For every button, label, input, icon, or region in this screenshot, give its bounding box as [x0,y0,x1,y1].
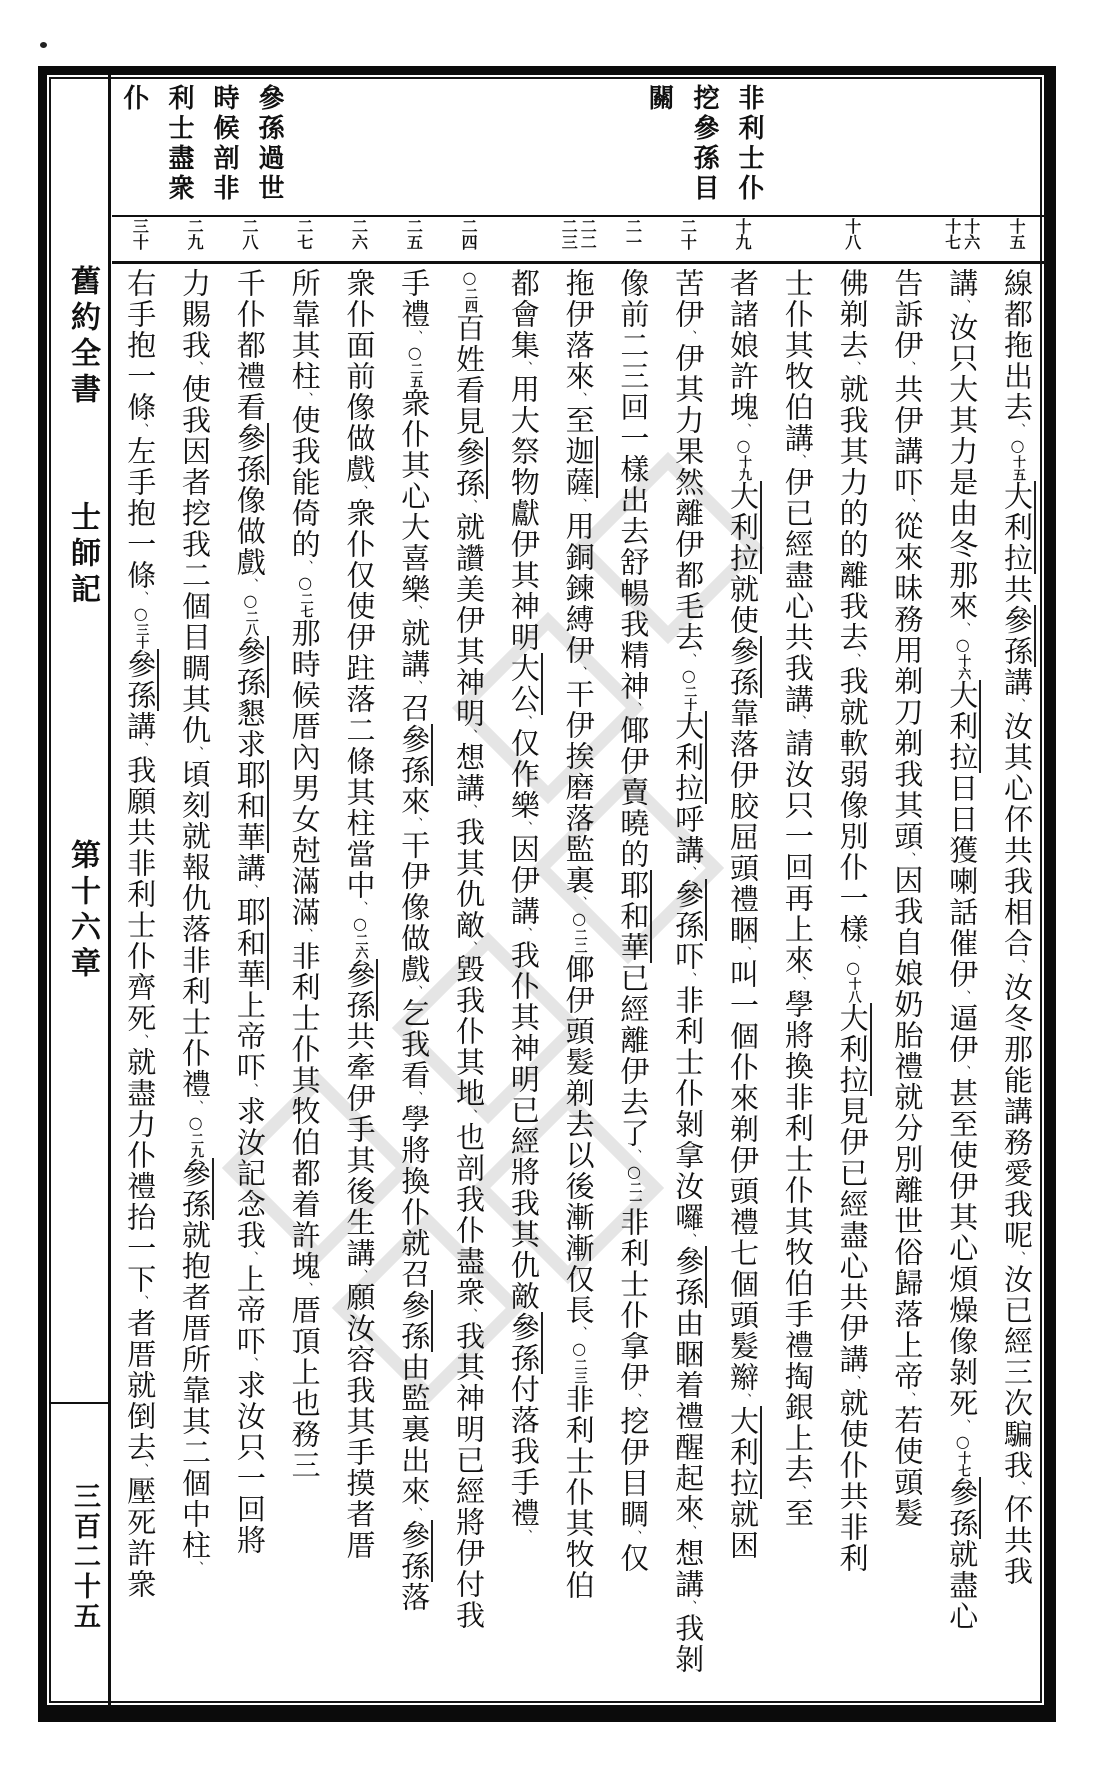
punctuation: 、 [242,1251,258,1264]
verse-strip-cell [934,218,989,260]
verse-strip-cell [825,218,880,260]
punctuation: 、 [188,746,204,759]
verse-number: 二六 [349,218,369,250]
verse-marker: ○十八 [843,958,863,1003]
verse-number-strip [112,218,1044,260]
margin-note-column: 非利士仆 [734,84,764,204]
punctuation: 、 [571,666,587,679]
proper-name: 大利拉 [726,481,761,574]
verse-strip-cell [715,218,770,260]
verse-number: 二九 [185,218,205,250]
punctuation: 、 [736,946,752,959]
verse-marker: ○二五 [405,343,425,388]
punctuation: 、 [1010,698,1025,711]
punctuation: 、 [242,884,258,897]
punctuation: 、 [407,1507,423,1520]
verse-marker: ○二七 [295,573,315,618]
punctuation: 、 [955,1065,971,1078]
proper-name: 參孫 [123,649,158,711]
margin-note-column: 參孫過世 [254,84,284,204]
text-column: 者諸娘許塊、○十九大利拉就使參孫靠落伊胶屈頭禮睏、叫一個仆來剃伊頭禮七個頭髮辮、大利拉就困 [726,268,761,1561]
verse-marker: ○二一 [624,1162,644,1207]
proper-name: 參孫 [342,959,377,1021]
proper-name: 參孫 [1000,605,1034,667]
punctuation: 、 [790,715,806,728]
proper-name: 參孫 [671,879,706,941]
verse-number: 二八 [239,218,259,250]
punctuation: 、 [900,1392,916,1405]
punctuation: 、 [516,361,532,374]
verse-strip-cell [496,218,551,260]
spine-rule [49,1402,108,1404]
spine-book-title: 舊約全書 [65,265,100,409]
punctuation: 、 [845,1375,861,1388]
verse-number: 十七 [942,218,962,250]
punctuation: 、 [188,1100,204,1113]
proper-name: 大公 [506,653,541,715]
margin-note-column: 時候剖非 [209,84,239,204]
verse-strip-cell [989,218,1044,260]
punctuation: 、 [571,392,587,405]
punctuation: 、 [736,1393,752,1406]
punctuation: 、 [242,578,258,591]
punctuation: 、 [352,485,368,498]
verse-strip-cell [770,218,825,260]
punctuation: 、 [407,605,423,618]
text-column: ○二四百姓看見參孫、就讚美伊其神明、想講、我其仇敵、毀我仆其地、也剖我仆盡衆、我其神明已經將伊付我 [452,268,487,1631]
proper-name: 參孫 [506,1312,541,1374]
punctuation: 、 [900,852,916,865]
punctuation: 、 [571,896,587,909]
punctuation: 、 [242,1083,258,1096]
punctuation: 、 [571,498,587,511]
punctuation: 、 [1010,1251,1025,1264]
punctuation: 、 [681,653,697,666]
punctuation: 、 [133,423,149,436]
punctuation: 、 [955,990,971,1003]
punctuation: 、 [516,1529,532,1542]
proper-name: 參孫 [671,1246,706,1308]
verse-marker: ○二八 [240,591,260,636]
punctuation: 、 [133,742,149,755]
margin-note-column: 挖參孫目 [689,84,719,204]
punctuation: 、 [516,927,532,940]
punctuation: 、 [516,715,532,728]
punctuation: 、 [188,361,204,374]
margin-note-column: 關 [644,84,674,114]
punctuation: 、 [1010,423,1025,436]
text-column: 千仆都禮看參孫像做戲、○二八參孫懇求耶和華講、耶和華上帝吓、求汝記念我、上帝吓、求汝只一回將 [232,268,267,1556]
punctuation: 、 [845,653,861,666]
strip-top-rule [112,215,1046,217]
text-column: 右手抱一條、左手抱一條、○三十參孫講、我願共非利士仆齊死、就盡力仆禮抬一下、者厝就倒去、壓死許衆 [123,268,158,1600]
proper-name: 參孫 [232,636,267,698]
verse-strip-cell [167,218,222,260]
proper-name: 大利拉 [671,711,706,804]
punctuation: 、 [462,499,478,512]
punctuation: 、 [790,454,806,467]
punctuation: 、 [900,361,916,374]
verse-strip-cell [112,218,167,260]
punctuation: 、 [297,392,313,405]
punctuation: 、 [626,1530,642,1543]
margin-note-column: 利士盡衆 [164,84,194,204]
punctuation: 、 [462,804,478,817]
punctuation: 、 [955,1419,971,1432]
margin-note-column: 仆 [119,84,149,114]
text-column: 告訴伊、共伊講吓、從來昧務用剃刀剃我其頭、因我自娘奶胎禮就分別離世俗歸落上帝、若使頭髮 [890,268,925,1529]
punctuation: 、 [845,361,861,374]
punctuation: 、 [407,680,423,693]
text-column: 像前二三回一樣出去舒暢我精神、倻伊賣曉的耶和華已經離伊去了、○二一非利士仆拿伊、挖伊目睭、仅 [616,268,651,1574]
punctuation: 、 [516,821,532,834]
punctuation: 、 [790,976,806,989]
proper-name: 大利拉 [945,680,980,773]
text-column: 講、汝只大其力是由冬那來、○十六大利拉日日獲喇話催伊、逼伊、甚至使伊其心煩燥像剝死、○十七參孫就盡心 [945,268,980,1632]
verse-marker: ○二二 [569,909,589,954]
punctuation: 、 [681,1600,697,1613]
text-column: 士仆其牧伯講、伊已經盡心共我講、請汝只一回再上來、學將換非利士仆其牧伯手禮掏銀上去、至 [780,268,815,1529]
punctuation: 、 [900,498,916,511]
punctuation: 、 [133,1463,149,1476]
punctuation: 、 [188,1561,204,1574]
verse-number: 三十 [130,218,150,250]
punctuation: 、 [681,1525,697,1538]
punctuation: 、 [626,1393,642,1406]
punctuation: 、 [790,1485,806,1498]
spine-section-title: 士師記 [65,501,100,609]
verse-marker: ○十五 [1008,436,1027,481]
proper-name: 參孫 [945,1477,980,1539]
text-column: 拖伊落來、至迦薩、用銅鍊縛伊、干伊挨磨落監裏、○二二倻伊頭髮剃去以後漸漸仅長、○二三非利士仆其牧伯 [561,268,596,1601]
verse-strip-cell [277,218,332,260]
punctuation: 、 [462,1109,478,1122]
verse-marker: ○二三 [569,1339,589,1384]
text-column: 線都拖出去、○十五大利拉共參孫講、汝其心伓共我相合、汝冬那能講務愛我呢、汝已經三次騙我、伓共我 [1000,268,1034,1587]
verse-marker: ○十九 [734,436,754,481]
proper-name: 迦薩 [561,436,596,498]
verse-marker: ○二六 [350,914,370,959]
punctuation: 、 [626,1149,642,1162]
punctuation: 、 [681,972,697,985]
punctuation: 、 [462,1308,478,1321]
verse-strip-cell [386,218,441,260]
punctuation: 、 [407,985,423,998]
text-column: 力賜我、使我因者挖我二個目睭其仇、頃刻就報仇落非利士仆禮、○二九參孫就抱者厝所靠其二個中柱、 [178,268,213,1574]
proper-name: 大利拉 [726,1406,761,1499]
strip-bottom-rule [112,261,1046,264]
punctuation: 、 [1010,959,1025,972]
punctuation: 、 [407,817,423,830]
proper-name: 參孫 [726,636,761,698]
verse-number: 二一 [623,218,643,250]
verse-marker: ○二十 [679,666,699,711]
punctuation: 、 [462,729,478,742]
proper-name: 參孫 [397,724,432,786]
proper-name: 參孫 [397,1520,432,1582]
verse-number: 二五 [404,218,424,250]
text-column: 佛剃去、就我其力的的離我去、我就軟弱像別仆一樣、○十八大利拉見伊已經盡心共伊講、就使仆共非利 [835,268,870,1574]
proper-name: 耶和華 [232,760,267,853]
verse-marker: ○十六 [953,635,973,680]
verse-number: 二十 [678,218,698,250]
verse-number: 十六 [961,218,981,250]
verse-number: 十九 [733,218,753,250]
punctuation: 、 [297,560,313,573]
text-column: 所靠其柱、使我能倚的、○二七那時候厝內男女尅滿滿、非利士仆其牧伯都着許塊、厝頂上也務三 [287,268,322,1481]
verse-marker: ○三十 [131,604,151,649]
punctuation: 、 [955,299,971,312]
margin-note-left [103,84,283,204]
punctuation: 、 [845,945,861,958]
punctuation: 、 [407,1091,423,1104]
spine-divider [108,75,111,1707]
punctuation: 、 [242,1357,258,1370]
margin-note-right [628,84,763,204]
ink-dot [40,42,47,48]
punctuation: 、 [955,622,971,635]
punctuation: 、 [681,866,697,879]
verse-marker: ○二九 [186,1113,206,1158]
punctuation: 、 [352,1269,368,1282]
punctuation: 、 [133,1034,149,1047]
spine-chapter: 第十六章 [65,839,100,983]
punctuation: 、 [133,1295,149,1308]
proper-name: 參孫 [232,423,267,485]
punctuation: 、 [1010,1481,1025,1494]
text-column: 苦伊、伊其力果然離伊都毛去、○二十大利拉呼講、參孫吓、非利士仆剝拿汝囉、參孫由睏着禮醒起來、想講、我剝 [671,268,706,1675]
punctuation: 、 [352,901,368,914]
verse-strip-cell [660,218,715,260]
verse-strip-cell [222,218,277,260]
spine-page-number: 三百二十五 [69,1482,100,1632]
verse-number: 十五 [1007,218,1027,250]
punctuation: 、 [681,330,697,343]
verse-strip-cell [551,218,606,260]
verse-number: 十八 [842,218,862,250]
verse-number: 二四 [459,218,479,250]
verse-marker: ○二四 [460,268,480,313]
verse-number: 二七 [294,218,314,250]
proper-name: 耶和華 [616,870,651,963]
punctuation: 、 [571,1326,587,1339]
proper-name: 參孫 [178,1158,213,1220]
punctuation: 、 [462,941,478,954]
punctuation: 、 [297,928,313,941]
punctuation: 、 [626,702,642,715]
text-column: 手禮、○二五衆仆其心大喜樂、就講、召參孫來、干伊像做戲、乞我看、學將換仆就召參孫由監裏出來、參孫落 [397,268,432,1613]
proper-name: 耶和華 [232,897,267,990]
verse-number: 二二 [578,218,598,250]
proper-name: 大利拉 [835,1003,870,1096]
verse-marker: ○十七 [953,1432,973,1477]
text-column: 都會集、用大祭物獻伊其神明大公、仅作樂、因伊講、我仆其神明已經將我其仇敵參孫付落我手禮、 [506,268,541,1542]
proper-name: 參孫 [397,1290,432,1352]
punctuation: 、 [297,1282,313,1295]
proper-name: 大利拉 [1000,481,1034,574]
verse-strip-cell [606,218,661,260]
punctuation: 、 [133,591,149,604]
text-column: 衆仆面前像做戲、衆仆仅使伊跓落二條其柱當中、○二六參孫共牽伊手其後生講、願汝容我其手摸者厝 [342,268,377,1561]
verse-strip-cell [880,218,935,260]
punctuation: 、 [407,330,423,343]
verse-strip-cell [441,218,496,260]
scripture-text-block [112,268,1044,1706]
proper-name: 參孫 [452,437,487,499]
verse-number: 二三 [559,218,579,250]
punctuation: 、 [681,1233,697,1246]
verse-strip-cell [332,218,387,260]
punctuation: 、 [736,423,752,436]
